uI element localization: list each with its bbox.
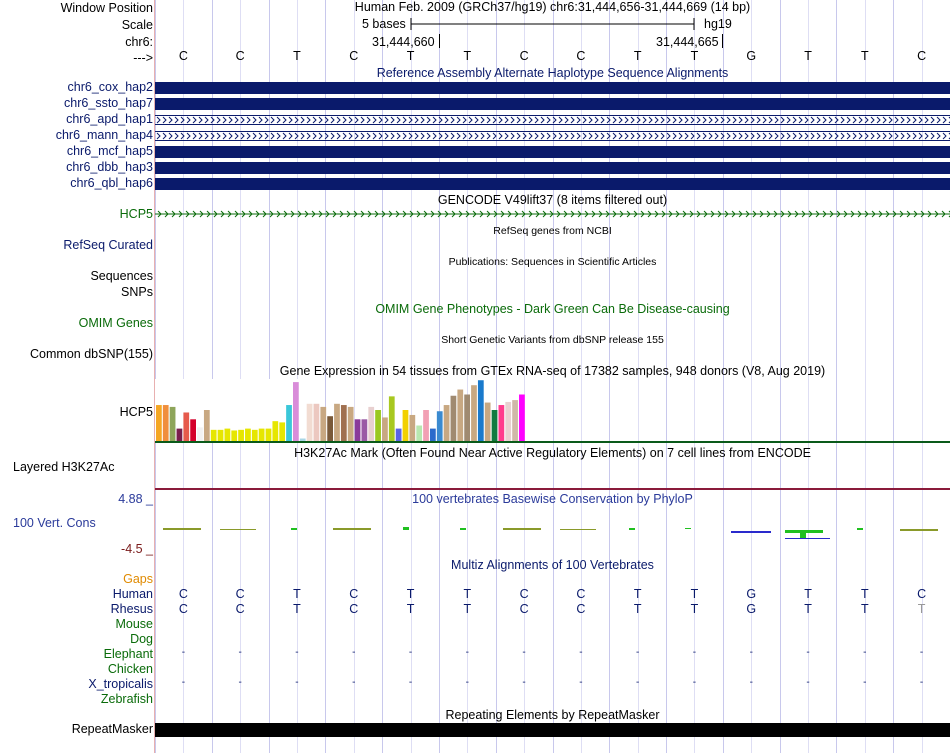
phylop-max: 4.88 _ bbox=[118, 492, 153, 506]
species-base: C bbox=[235, 587, 245, 601]
species-base: - bbox=[295, 647, 299, 658]
alt-hap-label[interactable]: chr6_apd_hap1 bbox=[66, 112, 153, 126]
gtex-title: Gene Expression in 54 tissues from GTEx RNA-seq of 17382 samples, 948 donors (V8, Aug 2019) bbox=[279, 364, 826, 378]
species-base: G bbox=[746, 587, 757, 601]
reference-base: T bbox=[804, 49, 812, 63]
gtex-tissue-bar[interactable] bbox=[368, 407, 374, 441]
repeatmasker-label[interactable]: RepeatMasker bbox=[71, 722, 153, 736]
species-base: T bbox=[804, 602, 812, 616]
gtex-chart[interactable] bbox=[155, 379, 950, 443]
reference-base: C bbox=[235, 49, 245, 63]
species-base: T bbox=[690, 602, 699, 616]
species-label[interactable]: Zebrafish bbox=[100, 692, 153, 706]
gtex-tissue-bar[interactable] bbox=[389, 396, 395, 441]
species-base: C bbox=[349, 587, 359, 601]
species-base: - bbox=[692, 677, 697, 688]
phylop-title: 100 vertebrates Basewise Conservation by PhyloP bbox=[412, 492, 693, 506]
gtex-tissue-bar[interactable] bbox=[409, 415, 415, 441]
species-base: T bbox=[293, 602, 301, 616]
gtex-baseline bbox=[155, 441, 950, 443]
gtex-tissue-bar[interactable] bbox=[341, 405, 347, 441]
h3k27ac-title: H3K27Ac Mark (Often Found Near Active Regulatory Elements) on 7 cell lines from ENCODE bbox=[294, 446, 811, 460]
species-base: T bbox=[406, 587, 415, 601]
reference-base: T bbox=[463, 49, 472, 63]
gtex-tissue-bar[interactable] bbox=[286, 405, 292, 441]
reference-base: C bbox=[349, 49, 359, 63]
gtex-tissue-bar[interactable] bbox=[444, 405, 450, 441]
species-label[interactable]: X_tropicalis bbox=[88, 677, 153, 691]
species-label[interactable]: Mouse bbox=[115, 617, 153, 631]
species-base: - bbox=[181, 677, 186, 688]
reference-base: C bbox=[519, 49, 529, 63]
reference-base: T bbox=[633, 49, 642, 63]
gaps-label: Gaps bbox=[123, 572, 153, 586]
gtex-tissue-bar[interactable] bbox=[204, 410, 210, 441]
species-base: - bbox=[408, 647, 413, 658]
species-base: C bbox=[235, 602, 245, 616]
species-base: - bbox=[863, 677, 867, 688]
gencode-gene-label[interactable]: HCP5 bbox=[119, 207, 153, 221]
gtex-tissue-bar[interactable] bbox=[485, 403, 491, 441]
species-base: - bbox=[295, 677, 299, 688]
gtex-tissue-bar[interactable] bbox=[457, 390, 463, 441]
species-base: T bbox=[463, 587, 472, 601]
gtex-tissue-bar[interactable] bbox=[437, 411, 443, 441]
gtex-tissue-bar[interactable] bbox=[252, 430, 258, 441]
alt-hap-label[interactable]: chr6_qbl_hap6 bbox=[70, 176, 153, 190]
gtex-tissue-bar[interactable] bbox=[238, 430, 244, 441]
species-base: T bbox=[406, 602, 415, 616]
h3k27ac-label[interactable]: Layered H3K27Ac bbox=[13, 460, 115, 474]
species-label[interactable]: Dog bbox=[130, 632, 153, 646]
gtex-tissue-bar[interactable] bbox=[225, 429, 231, 441]
species-label[interactable]: Rhesus bbox=[110, 602, 153, 616]
gtex-tissue-bar[interactable] bbox=[478, 380, 484, 441]
species-base: T bbox=[804, 587, 812, 601]
reference-base: G bbox=[746, 49, 757, 63]
gtex-tissue-bar[interactable] bbox=[362, 419, 368, 441]
gtex-tissue-bar[interactable] bbox=[396, 429, 402, 441]
alt-hap-alignment[interactable] bbox=[155, 178, 950, 190]
reference-base: C bbox=[576, 49, 586, 63]
gtex-tissue-bar[interactable] bbox=[464, 395, 470, 442]
species-label[interactable]: Chicken bbox=[107, 662, 153, 676]
alt-hap-alignment[interactable] bbox=[155, 146, 950, 158]
gtex-tissue-bar[interactable] bbox=[183, 412, 189, 441]
species-base: C bbox=[178, 587, 188, 601]
species-base: - bbox=[749, 647, 753, 658]
species-base: - bbox=[181, 647, 186, 658]
gtex-tissue-bar[interactable] bbox=[471, 385, 477, 441]
phylop-signal bbox=[155, 524, 950, 544]
chrom-label: chr6: bbox=[125, 35, 153, 49]
assembly-title: Human Feb. 2009 (GRCh37/hg19) chr6:31,444,656-31,444,669 (14 bp) bbox=[354, 0, 751, 14]
alt-hap-title: Reference Assembly Alternate Haplotype Sequence Alignments bbox=[376, 66, 729, 80]
gencode-title: GENCODE V49lift37 (8 items filtered out) bbox=[437, 193, 668, 207]
species-base: G bbox=[746, 602, 757, 616]
publications-label[interactable]: Sequences bbox=[90, 269, 153, 283]
reference-base: T bbox=[860, 49, 869, 63]
species-base: - bbox=[636, 647, 640, 658]
species-base: - bbox=[352, 647, 356, 658]
gtex-tissue-bar[interactable] bbox=[430, 429, 436, 441]
species-base: T bbox=[463, 602, 472, 616]
dbsnp-label[interactable]: Common dbSNP(155) bbox=[30, 347, 153, 361]
gtex-tissue-bar[interactable] bbox=[190, 419, 196, 441]
gtex-tissue-bar[interactable] bbox=[512, 400, 518, 441]
gtex-tissue-bar[interactable] bbox=[416, 426, 422, 442]
species-base: C bbox=[576, 602, 586, 616]
alt-hap-alignment[interactable] bbox=[155, 82, 950, 94]
alt-hap-label[interactable]: chr6_mcf_hap5 bbox=[66, 144, 153, 158]
omim-label[interactable]: OMIM Genes bbox=[78, 316, 153, 330]
reference-base: C bbox=[917, 49, 927, 63]
gtex-tissue-bar[interactable] bbox=[218, 430, 224, 441]
gtex-tissue-bar[interactable] bbox=[259, 429, 265, 441]
species-base: C bbox=[576, 587, 586, 601]
gtex-tissue-bar[interactable] bbox=[231, 430, 237, 441]
scale-bar bbox=[410, 17, 700, 31]
gtex-tissue-bar[interactable] bbox=[170, 407, 176, 441]
scale-text: 5 bases bbox=[362, 17, 406, 31]
species-base: - bbox=[238, 677, 242, 688]
alt-hap-alignment[interactable] bbox=[155, 115, 950, 125]
species-base: T bbox=[690, 587, 699, 601]
species-base: - bbox=[522, 677, 526, 688]
species-base: T bbox=[917, 602, 926, 616]
alt-hap-alignment[interactable] bbox=[155, 98, 950, 110]
publications-title: Publications: Sequences in Scientific Articles bbox=[448, 256, 657, 268]
refseq-title: RefSeq genes from NCBI bbox=[493, 225, 612, 237]
species-base: T bbox=[860, 602, 869, 616]
refseq-label[interactable]: RefSeq Curated bbox=[63, 238, 153, 252]
species-base: - bbox=[238, 647, 242, 658]
reference-base: C bbox=[178, 49, 188, 63]
alt-hap-alignment[interactable] bbox=[155, 162, 950, 174]
species-base: C bbox=[519, 587, 529, 601]
species-base: - bbox=[692, 647, 697, 658]
strand-label: ---> bbox=[133, 51, 153, 65]
repeatmasker-title: Repeating Elements by RepeatMasker bbox=[445, 708, 660, 722]
gtex-tissue-bar[interactable] bbox=[156, 405, 162, 441]
gtex-tissue-bar[interactable] bbox=[451, 396, 457, 441]
repeatmasker-feature[interactable] bbox=[155, 723, 950, 737]
gtex-tissue-bar[interactable] bbox=[499, 405, 505, 441]
ruler-pos-1: 31,444,660 bbox=[372, 35, 435, 49]
species-base: - bbox=[806, 647, 810, 658]
scale-label: Scale bbox=[121, 18, 153, 32]
gtex-tissue-bar[interactable] bbox=[382, 417, 388, 441]
reference-base: T bbox=[293, 49, 301, 63]
gtex-tissue-bar[interactable] bbox=[314, 404, 320, 441]
gtex-tissue-bar[interactable] bbox=[348, 407, 354, 441]
gtex-tissue-bar[interactable] bbox=[320, 407, 326, 441]
alt-hap-label[interactable]: chr6_cox_hap2 bbox=[67, 80, 153, 94]
gtex-tissue-bar[interactable] bbox=[272, 421, 278, 441]
species-label[interactable]: Elephant bbox=[103, 647, 153, 661]
gtex-tissue-bar[interactable] bbox=[355, 419, 361, 441]
dbsnp-title: Short Genetic Variants from dbSNP release 155 bbox=[441, 334, 664, 346]
gtex-tissue-bar[interactable] bbox=[492, 410, 498, 441]
db-text: hg19 bbox=[704, 17, 732, 31]
phylop-min: -4.5 _ bbox=[121, 542, 153, 556]
species-base: T bbox=[633, 587, 642, 601]
gtex-tissue-bar[interactable] bbox=[375, 410, 381, 441]
species-base: T bbox=[860, 587, 869, 601]
omim-title: OMIM Gene Phenotypes - Dark Green Can Be Disease-causing bbox=[375, 302, 730, 316]
species-base: - bbox=[465, 647, 469, 658]
gtex-tissue-bar[interactable] bbox=[211, 430, 217, 441]
h3k27ac-signal bbox=[155, 488, 950, 490]
snps-label[interactable]: SNPs bbox=[121, 285, 153, 299]
window-position-label: Window Position bbox=[60, 1, 153, 15]
multiz-title: Multiz Alignments of 100 Vertebrates bbox=[451, 558, 654, 572]
species-base: C bbox=[349, 602, 359, 616]
gtex-tissue-bar[interactable] bbox=[293, 382, 299, 441]
species-base: - bbox=[579, 677, 583, 688]
alt-hap-label[interactable]: chr6_dbb_hap3 bbox=[66, 160, 153, 174]
reference-base: T bbox=[406, 49, 415, 63]
gtex-tissue-bar[interactable] bbox=[245, 429, 251, 441]
gtex-tissue-bar[interactable] bbox=[177, 429, 183, 441]
species-base: - bbox=[522, 647, 526, 658]
species-base: - bbox=[636, 677, 640, 688]
species-base: - bbox=[408, 677, 413, 688]
species-base: - bbox=[579, 647, 583, 658]
gtex-tissue-bar[interactable] bbox=[163, 405, 169, 441]
species-base: T bbox=[633, 602, 642, 616]
alt-hap-label[interactable]: chr6_mann_hap4 bbox=[55, 128, 153, 142]
reference-base: T bbox=[690, 49, 699, 63]
gtex-tissue-bar[interactable] bbox=[519, 395, 525, 442]
gtex-tissue-bar[interactable] bbox=[307, 404, 313, 441]
ruler-tick-1 bbox=[439, 34, 440, 48]
gtex-tissue-bar[interactable] bbox=[266, 429, 272, 441]
species-label[interactable]: Human bbox=[112, 587, 153, 601]
gencode-feature[interactable] bbox=[155, 209, 950, 219]
species-base: - bbox=[919, 647, 924, 658]
species-base: C bbox=[917, 587, 927, 601]
species-base: C bbox=[519, 602, 529, 616]
gtex-tissue-bar[interactable] bbox=[327, 416, 333, 441]
species-base: - bbox=[352, 677, 356, 688]
species-base: - bbox=[749, 677, 753, 688]
species-base: C bbox=[178, 602, 188, 616]
gtex-gene-label[interactable]: HCP5 bbox=[119, 405, 153, 419]
species-base: - bbox=[806, 677, 810, 688]
gtex-tissue-bar[interactable] bbox=[300, 439, 306, 441]
species-base: - bbox=[465, 677, 469, 688]
phylop-label[interactable]: 100 Vert. Cons bbox=[13, 516, 96, 530]
gtex-tissue-bar[interactable] bbox=[505, 402, 511, 441]
alt-hap-label[interactable]: chr6_ssto_hap7 bbox=[64, 96, 153, 110]
gtex-tissue-bar[interactable] bbox=[197, 427, 203, 441]
alt-hap-alignment[interactable] bbox=[155, 131, 950, 141]
species-base: - bbox=[919, 677, 924, 688]
species-base: T bbox=[293, 587, 301, 601]
gtex-tissue-bar[interactable] bbox=[334, 404, 340, 441]
ruler-tick-2 bbox=[722, 34, 723, 48]
gtex-tissue-bar[interactable] bbox=[423, 410, 429, 441]
ruler-pos-2: 31,444,665 bbox=[656, 35, 719, 49]
gtex-tissue-bar[interactable] bbox=[403, 410, 409, 441]
gtex-tissue-bar[interactable] bbox=[279, 422, 285, 441]
species-base: - bbox=[863, 647, 867, 658]
